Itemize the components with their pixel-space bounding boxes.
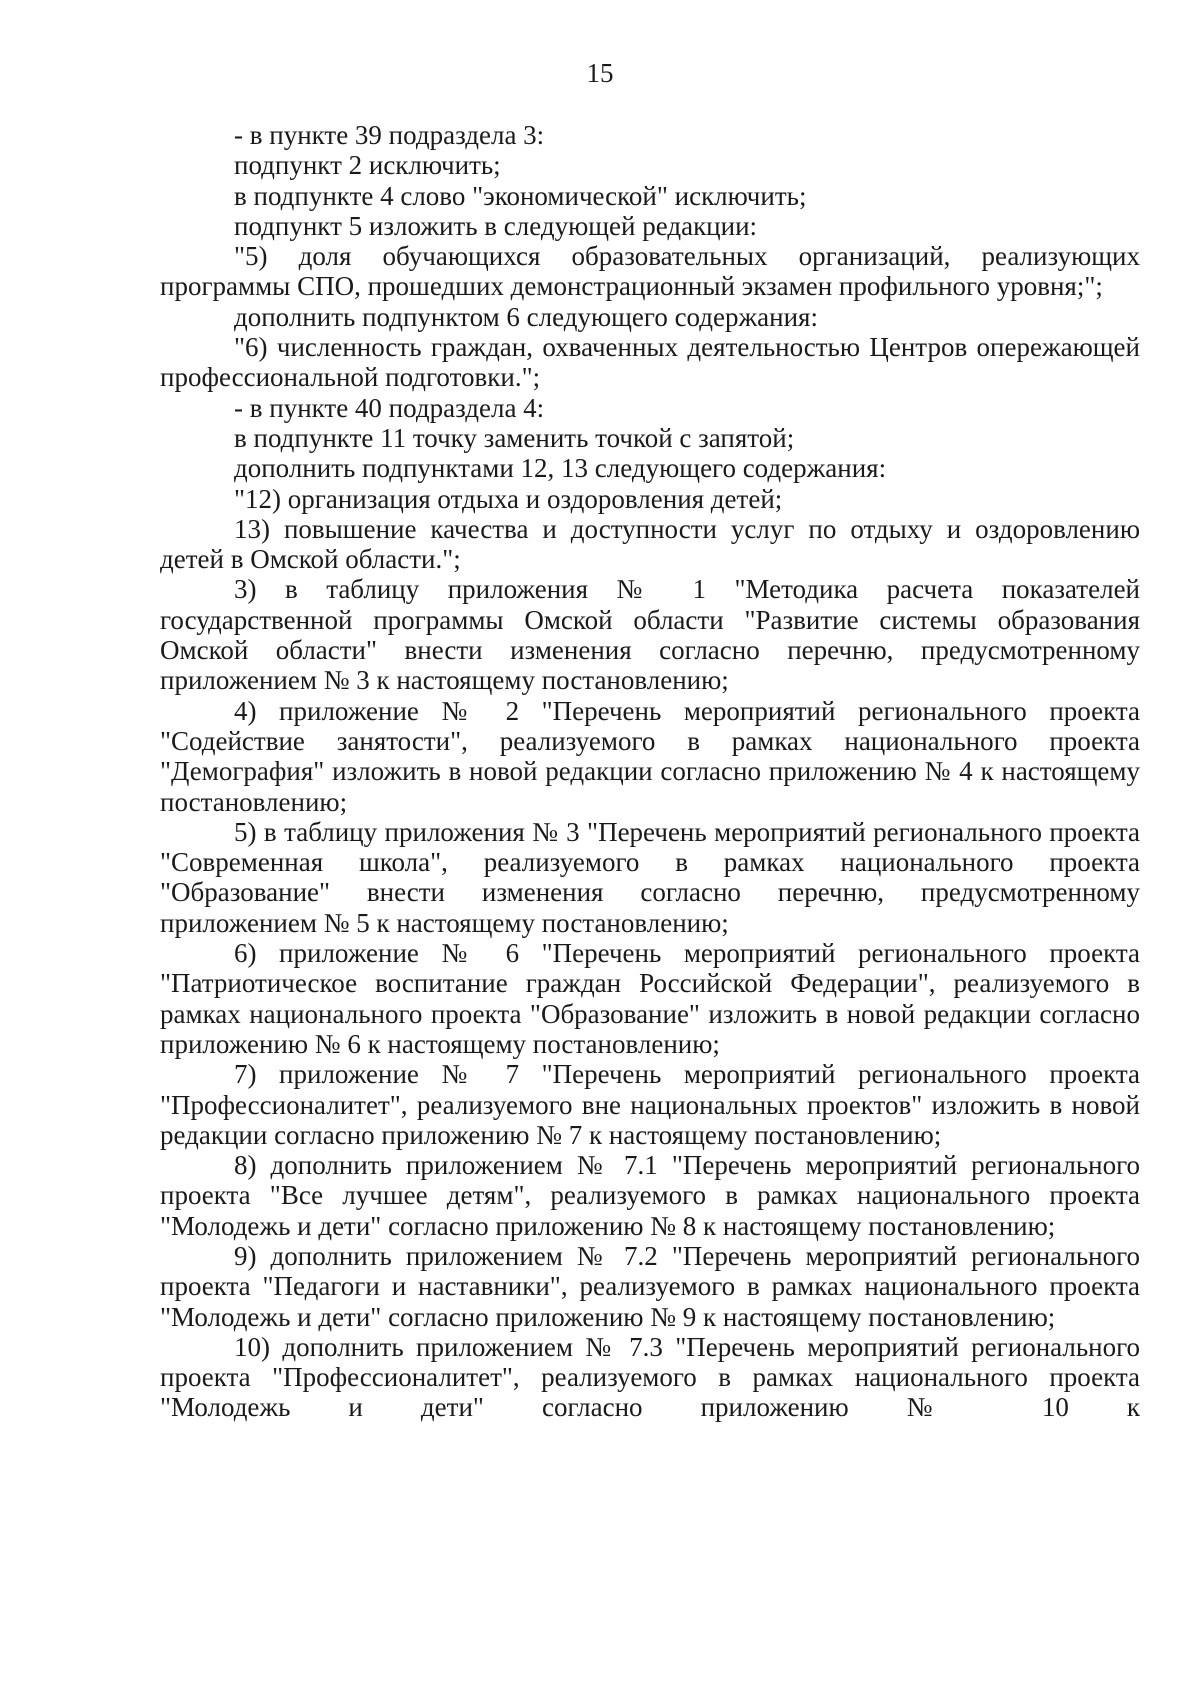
paragraph: дополнить подпунктом 6 следующего содержания: xyxy=(234,301,818,332)
paragraph: 9) дополнить приложением № 7.2 "Перечень мероприятий регионального проекта "Педагоги и наставники", реализуемого в рамках национального проекта "Молодежь и дети" согласно приложению № 9 к настоящему постановлению; xyxy=(160,1240,1140,1332)
paragraph: "6) численность граждан, охваченных деятельностью Центров опережающей профессиональной подготовки."; xyxy=(160,332,1140,393)
paragraph: в подпункте 4 слово "экономической" исключить; xyxy=(234,180,807,211)
page-number: 15 xyxy=(586,58,614,88)
paragraph: подпункт 5 изложить в следующей редакции: xyxy=(234,210,758,241)
paragraph: 6) приложение № 6 "Перечень мероприятий регионального проекта "Патриотическое воспитание граждан Российской Федерации", реализуемого в рамках национального проекта "Образование" изложить в новой редакции согласно приложению № 6 к настоящему постановлению; xyxy=(160,938,1140,1059)
paragraph: дополнить подпунктами 12, 13 следующего содержания: xyxy=(234,453,887,484)
paragraph: - в пункте 40 подраздела 4: xyxy=(234,392,545,423)
paragraph: - в пункте 39 подраздела 3: xyxy=(234,120,545,150)
paragraph: в подпункте 11 точку заменить точкой с запятой; xyxy=(234,422,795,453)
paragraph: 7) приложение № 7 "Перечень мероприятий регионального проекта "Профессионалитет", реализуемого вне национальных проектов" изложить в новой редакции согласно приложению № 7 к настоящему постановлению; xyxy=(160,1059,1140,1150)
document-body xyxy=(160,120,1140,1423)
paragraph: 8) дополнить приложением № 7.1 "Перечень мероприятий регионального проекта "Все лучшее детям", реализуемого в рамках национального проекта "Молодежь и дети" согласно приложению № 8 к настоящему постановлению; xyxy=(160,1150,1140,1241)
paragraph: "12) организация отдыха и оздоровления детей; xyxy=(234,483,783,514)
paragraph: подпункт 2 исключить; xyxy=(234,150,501,181)
paragraph: 4) приложение № 2 "Перечень мероприятий регионального проекта "Содействие занятости", реализуемого в рамках национального проекта "Демография" изложить в новой редакции согласно приложению № 4 к настоящему постановлению; xyxy=(160,695,1140,817)
paragraph-continued: 10) дополнить приложением № 7.3 "Перечень мероприятий регионального проекта "Профессионалитет", реализуемого в рамках национального проекта "Молодежь и дети" согласно приложению № 10 к xyxy=(160,1331,1140,1423)
paragraph: 5) в таблицу приложения № 3 "Перечень мероприятий регионального проекта "Современная школа", реализуемого в рамках национального проекта "Образование" внести изменения согласно перечню, предусмотренному приложением № 5 к настоящему постановлению; xyxy=(160,816,1140,938)
paragraph: "5) доля обучающихся образовательных организаций, реализующих программы СПО, прошедших демонстрационный экзамен профильного уровня;"; xyxy=(160,241,1140,302)
paragraph: 3) в таблицу приложения № 1 "Методика расчета показателей государственной программы Омской области "Развитие системы образования Омской области" внести изменения согласно перечню, предусмотренному приложением № 3 к настоящему постановлению; xyxy=(160,574,1140,696)
paragraph: 13) повышение качества и доступности услуг по отдыху и оздоровлению детей в Омской области."; xyxy=(160,513,1140,575)
